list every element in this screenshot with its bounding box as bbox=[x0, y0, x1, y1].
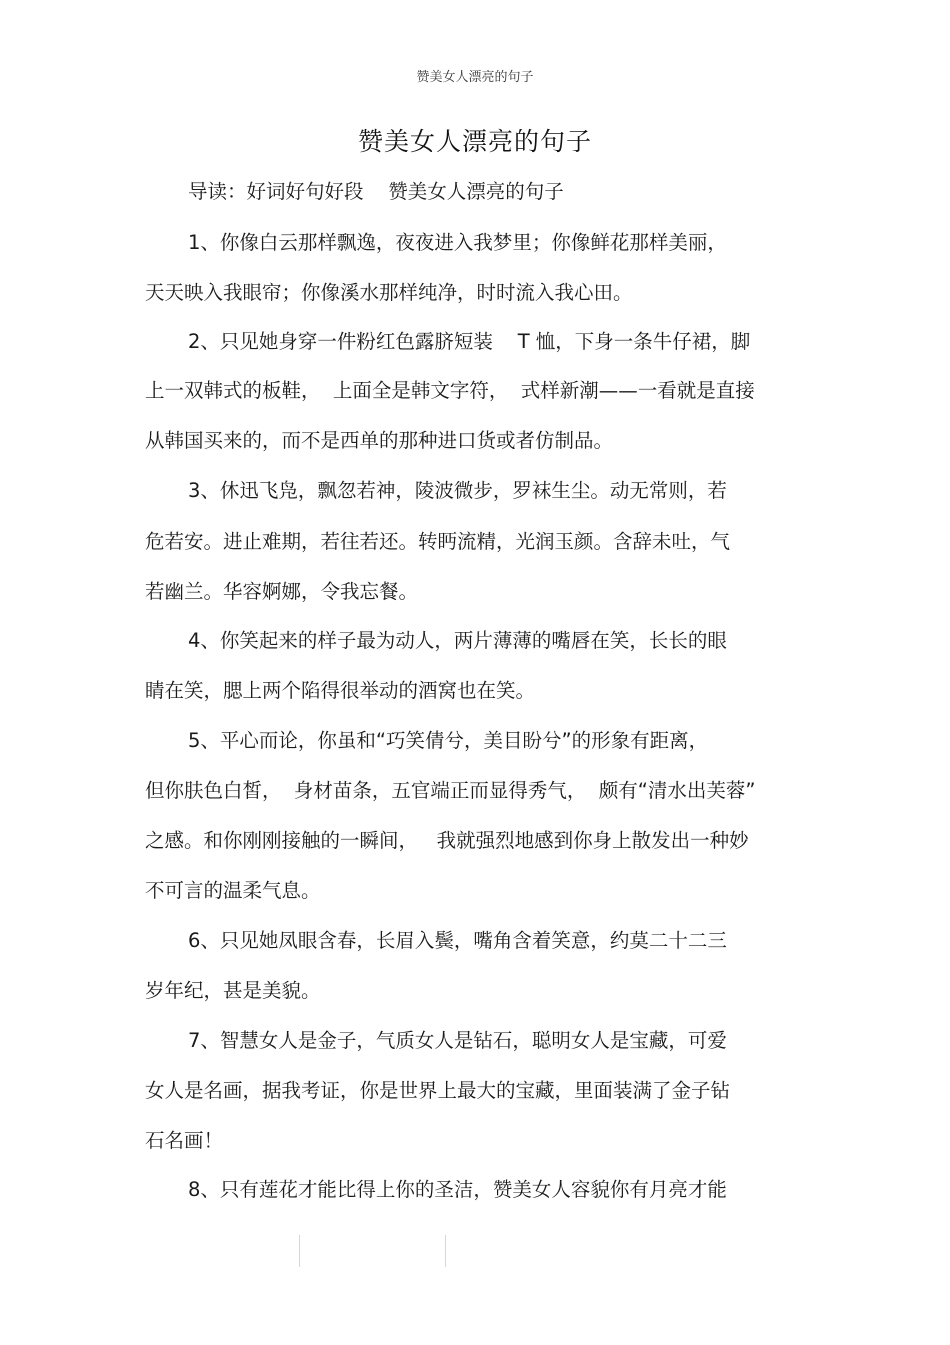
paragraph-1-line-1: 1、你像白云那样飘逸，夜夜进入我梦里；你像鲜花那样美丽， bbox=[188, 231, 727, 254]
paragraph-7-line-1: 7、智慧女人是金子，气质女人是钻石，聪明女人是宝藏，可爱 bbox=[188, 1029, 727, 1052]
paragraph-8-line-1: 8、只有莲花才能比得上你的圣洁，赞美女人容貌你有月亮才能 bbox=[188, 1178, 727, 1201]
paragraph-3-line-3: 若幽兰。华容婀娜，令我忘餐。 bbox=[145, 580, 419, 603]
paragraph-7-line-2: 女人是名画，据我考证，你是世界上最大的宝藏，里面装满了金子钻 bbox=[145, 1079, 731, 1102]
running-header: 赞美女人漂亮的句子 bbox=[416, 70, 534, 85]
paragraph-3-line-1: 3、休迅飞凫，飘忽若神，陵波微步，罗袜生尘。动无常则，若 bbox=[188, 479, 727, 502]
footer-divider-left bbox=[299, 1235, 300, 1267]
paragraph-5-line-2: 但你肤色白皙， 身材苗条，五官端正而显得秀气， 颇有“清水出芙蓉” bbox=[145, 779, 756, 802]
paragraph-6-line-2: 岁年纪，甚是美貌。 bbox=[145, 979, 321, 1002]
page-title: 赞美女人漂亮的句子 bbox=[357, 127, 592, 156]
paragraph-3-line-2: 危若安。进止难期，若往若还。转眄流精，光润玉颜。含辞未吐，气 bbox=[145, 530, 731, 553]
paragraph-1-line-2: 天天映入我眼帘；你像溪水那样纯净，时时流入我心田。 bbox=[145, 281, 633, 304]
intro-line: 导读：好词好句好段 赞美女人漂亮的句子 bbox=[188, 180, 564, 203]
paragraph-6-line-1: 6、只见她凤眼含春，长眉入鬓，嘴角含着笑意，约莫二十二三 bbox=[188, 929, 727, 952]
paragraph-5-line-4: 不可言的温柔气息。 bbox=[145, 879, 321, 902]
paragraph-7-line-3: 石名画！ bbox=[145, 1129, 224, 1152]
paragraph-2-line-1: 2、只见她身穿一件粉红色露脐短装 T 恤，下身一条牛仔裙，脚 bbox=[188, 330, 751, 353]
paragraph-2-line-3: 从韩国买来的，而不是西单的那种进口货或者仿制品。 bbox=[145, 429, 614, 452]
footer-divider-right bbox=[445, 1235, 446, 1267]
paragraph-5-line-1: 5、平心而论，你虽和“巧笑倩兮，美目盼兮”的形象有距离， bbox=[188, 729, 709, 752]
paragraph-4-line-1: 4、你笑起来的样子最为动人，两片薄薄的嘴唇在笑，长长的眼 bbox=[188, 629, 727, 652]
paragraph-2-line-2: 上一双韩式的板鞋， 上面全是韩文字符， 式样新潮——一看就是直接 bbox=[145, 379, 755, 402]
paragraph-5-line-3: 之感。和你刚刚接触的一瞬间， 我就强烈地感到你身上散发出一种妙 bbox=[145, 829, 749, 852]
paragraph-4-line-2: 睛在笑，腮上两个陷得很举动的酒窝也在笑。 bbox=[145, 679, 536, 702]
